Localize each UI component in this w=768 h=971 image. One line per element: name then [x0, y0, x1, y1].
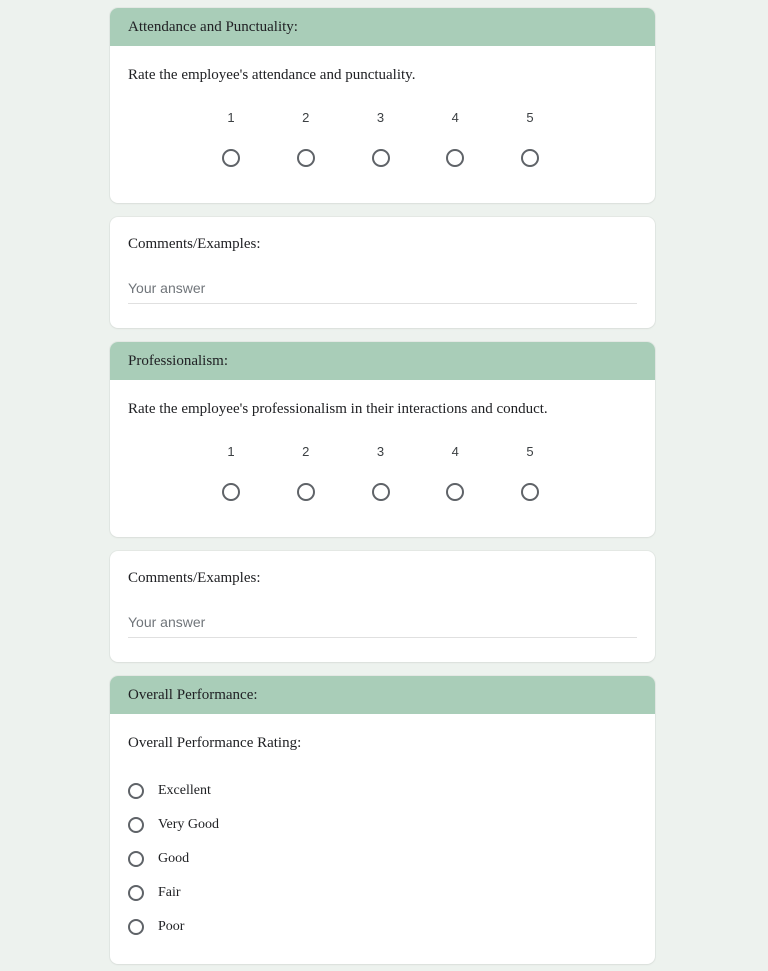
- answer-input[interactable]: [128, 613, 637, 638]
- scale-column-3: [372, 444, 390, 501]
- poor-radio[interactable]: [128, 919, 144, 935]
- attendance-radio-2[interactable]: [297, 149, 315, 167]
- question-text: Overall Performance Rating:: [128, 735, 302, 751]
- scale-label-2: 2: [302, 444, 310, 459]
- scale-column-5: [521, 110, 539, 167]
- section-header-overall-performance: [110, 676, 655, 714]
- question-text: Rate the employee's professionalism in their interactions and conduct.: [128, 401, 548, 417]
- option-label: Fair: [158, 885, 181, 900]
- linear-scale-attendance: [222, 110, 539, 167]
- question-body: [110, 46, 655, 203]
- scale-column-2: [297, 444, 315, 501]
- scale-column-2: [297, 110, 315, 167]
- comments-card-1: [110, 217, 655, 328]
- scale-label-2: 2: [302, 110, 310, 125]
- question-text: Comments/Examples:: [128, 570, 261, 586]
- section-header-attendance: [110, 8, 655, 46]
- question-body: [110, 551, 655, 662]
- option-label: Poor: [158, 919, 185, 934]
- scale-label-5: 5: [526, 444, 534, 459]
- option-row-fair[interactable]: [128, 876, 637, 910]
- option-row-good[interactable]: [128, 842, 637, 876]
- scale-label-4: 4: [451, 444, 459, 459]
- comments-card-2: [110, 551, 655, 662]
- options-list: [128, 774, 637, 944]
- fair-radio[interactable]: [128, 885, 144, 901]
- scale-column-3: [372, 110, 390, 167]
- option-label: Excellent: [158, 783, 211, 798]
- scale-label-3: 3: [376, 110, 385, 125]
- scale-column-5: [521, 444, 539, 501]
- answer-input[interactable]: [128, 279, 637, 304]
- section-header-professionalism: [110, 342, 655, 380]
- question-body: [110, 714, 655, 964]
- section-title: Overall Performance:: [128, 686, 258, 703]
- section-card-professionalism: [110, 342, 655, 537]
- question-text: Rate the employee's attendance and punctuality.: [128, 67, 416, 83]
- scale-label-5: 5: [526, 110, 534, 125]
- question-body: [110, 380, 655, 537]
- option-row-excellent[interactable]: [128, 774, 637, 808]
- scale-column-4: [446, 110, 464, 167]
- professionalism-radio-1[interactable]: [222, 483, 240, 501]
- scale-label-1: 1: [227, 444, 235, 459]
- attendance-radio-5[interactable]: [521, 149, 539, 167]
- linear-scale-professionalism: [222, 444, 539, 501]
- question-body: [110, 217, 655, 328]
- attendance-radio-4[interactable]: [446, 149, 464, 167]
- scale-label-3: 3: [376, 444, 385, 459]
- professionalism-radio-4[interactable]: [446, 483, 464, 501]
- section-card-attendance: [110, 8, 655, 203]
- professionalism-radio-2[interactable]: [297, 483, 315, 501]
- scale-label-1: 1: [227, 110, 235, 125]
- option-label: Very Good: [158, 817, 220, 832]
- section-title: Attendance and Punctuality:: [128, 18, 298, 35]
- attendance-radio-3[interactable]: [372, 149, 390, 167]
- question-text: Comments/Examples:: [128, 236, 261, 252]
- option-row-poor[interactable]: [128, 910, 637, 944]
- option-label: Good: [158, 851, 190, 866]
- scale-column-1: [222, 110, 240, 167]
- section-title: Professionalism:: [128, 352, 228, 369]
- professionalism-radio-3[interactable]: [372, 483, 390, 501]
- scale-column-4: [446, 444, 464, 501]
- scale-label-4: 4: [451, 110, 459, 125]
- very-good-radio[interactable]: [128, 817, 144, 833]
- option-row-very-good[interactable]: [128, 808, 637, 842]
- excellent-radio[interactable]: [128, 783, 144, 799]
- scale-column-1: [222, 444, 240, 501]
- section-card-overall-performance: [110, 676, 655, 964]
- good-radio[interactable]: [128, 851, 144, 867]
- professionalism-radio-5[interactable]: [521, 483, 539, 501]
- attendance-radio-1[interactable]: [222, 149, 240, 167]
